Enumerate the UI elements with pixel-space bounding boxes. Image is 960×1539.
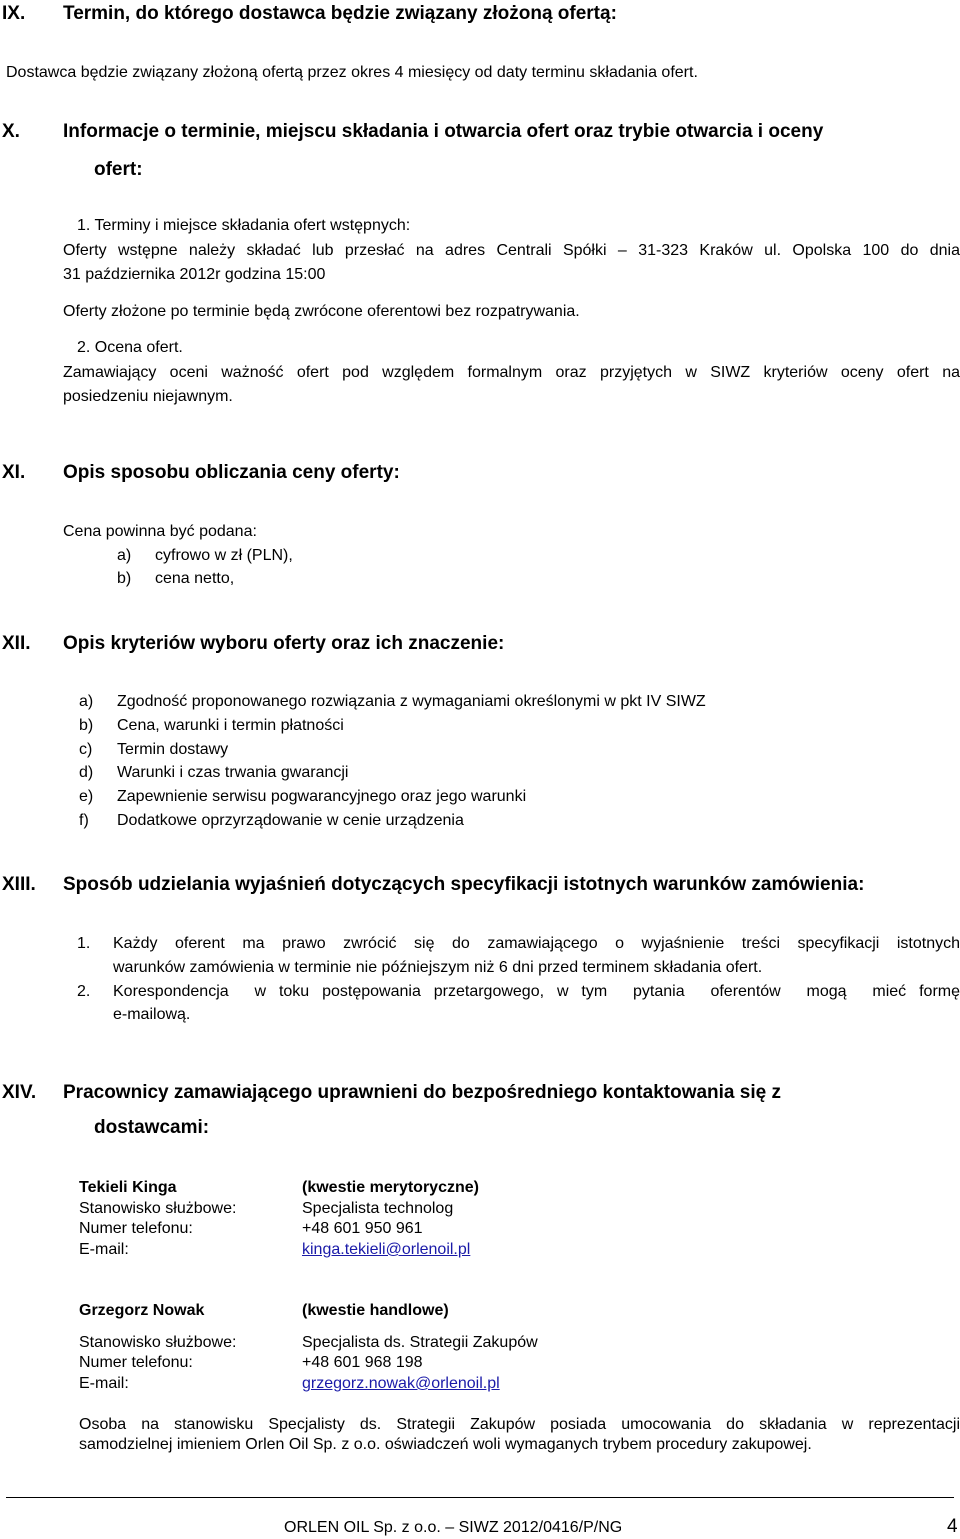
section-xiii-item2-line2: e-mailową. — [113, 1006, 191, 1023]
section-x-item1-line1: Oferty wstępne należy składać lub przesłać na adres Centrali Spółki – 31-323 Kraków ul. Opolska 100 do dnia — [63, 242, 960, 259]
section-xiii-item1-line2: warunków zamówienia w terminie nie późniejszym niż 6 dni przed terminem składania ofert. — [113, 959, 763, 976]
section-xii-item-e-text: Zapewnienie serwisu pogwarancyjnego oraz jego warunki — [117, 788, 527, 805]
section-xii-title: Opis kryteriów wyboru oferty oraz ich znaczenie: — [63, 633, 505, 654]
section-xiii-number: XIII. — [2, 874, 36, 895]
section-ix-number: IX. — [2, 3, 26, 24]
section-xi-title: Opis sposobu obliczania ceny oferty: — [63, 462, 400, 483]
contact-2-phone: +48 601 968 198 — [302, 1354, 423, 1371]
section-xiii-item1-marker: 1. — [77, 935, 91, 952]
section-xiii-item1-line1: Każdy oferent ma prawo zwrócić się do zamawiającego o wyjaśnienie treści specyfikacji istotnych — [113, 935, 960, 952]
section-xi-item-b-text: cena netto, — [155, 570, 235, 587]
authorization-note-line2: samodzielnej imieniem Orlen Oil Sp. z o.o. oświadczeń woli wymaganych trybem procedury zakupowej. — [79, 1436, 812, 1453]
contact-1-phone: +48 601 950 961 — [302, 1220, 423, 1237]
section-xiv-title-line1: Pracownicy zamawiającego uprawnieni do bezpośredniego kontaktowania się z — [63, 1082, 781, 1103]
section-ix-text: Dostawca będzie związany złożoną ofertą przez okres 4 miesięcy od daty terminu składania ofert. — [6, 64, 698, 81]
section-xii-number: XII. — [2, 633, 31, 654]
section-x-item1-line2: 31 października 2012r godzina 15:00 — [63, 266, 326, 283]
section-xiii-title: Sposób udzielania wyjaśnień dotyczących specyfikacji istotnych warunków zamówienia: — [63, 874, 865, 895]
section-xi-item-b-marker: b) — [117, 570, 132, 587]
section-x-number: X. — [2, 121, 20, 142]
contact-1-scope: (kwestie merytoryczne) — [302, 1179, 479, 1196]
section-x-title-line2: ofert: — [94, 159, 143, 180]
section-xii-item-d-text: Warunki i czas trwania gwarancji — [117, 764, 349, 781]
contact-1-email-label: E-mail: — [79, 1241, 129, 1258]
section-xiii-item2-marker: 2. — [77, 983, 91, 1000]
contact-2-name: Grzegorz Nowak — [79, 1302, 205, 1319]
section-xiii-item2-line1: Korespondencja w toku postępowania przetargowego, w tym pytania oferentów mogą mieć formę — [113, 983, 960, 1000]
contact-2-email-link[interactable]: grzegorz.nowak@orlenoil.pl — [302, 1375, 500, 1392]
contact-2-scope: (kwestie handlowe) — [302, 1302, 449, 1319]
section-xii-item-e-marker: e) — [79, 788, 94, 805]
contact-1-position-label: Stanowisko służbowe: — [79, 1200, 237, 1217]
contact-1-phone-label: Numer telefonu: — [79, 1220, 193, 1237]
section-x-item1-heading: 1. Terminy i miejsce składania ofert wstępnych: — [77, 217, 411, 234]
section-x-item2-heading: 2. Ocena ofert. — [77, 339, 183, 356]
section-xii-item-d-marker: d) — [79, 764, 94, 781]
section-x-item2-line2: posiedzeniu niejawnym. — [63, 388, 233, 405]
page-number: 4 — [947, 1516, 958, 1537]
authorization-note-line1: Osoba na stanowisku Specjalisty ds. Strategii Zakupów posiada umocowania do składania w reprezentacji — [79, 1416, 960, 1433]
section-xi-number: XI. — [2, 462, 26, 483]
section-xii-item-a-text: Zgodność proponowanego rozwiązania z wymaganiami określonymi w pkt IV SIWZ — [117, 693, 706, 710]
contact-1-position: Specjalista technolog — [302, 1200, 454, 1217]
section-xii-item-b-text: Cena, warunki i termin płatności — [117, 717, 344, 734]
contact-2-position-label: Stanowisko służbowe: — [79, 1334, 237, 1351]
section-xi-item-a-marker: a) — [117, 547, 132, 564]
contact-2-email-label: E-mail: — [79, 1375, 129, 1392]
section-xii-item-f-text: Dodatkowe oprzyrządowanie w cenie urządzenia — [117, 812, 464, 829]
section-xi-intro: Cena powinna być podana: — [63, 523, 257, 540]
section-xi-item-a-text: cyfrowo w zł (PLN), — [155, 547, 293, 564]
section-x-title-line1: Informacje o terminie, miejscu składania i otwarcia ofert oraz trybie otwarcia i oceny — [63, 121, 824, 142]
section-xii-item-f-marker: f) — [79, 812, 89, 829]
section-x-item2-line1: Zamawiający oceni ważność ofert pod względem formalnym oraz przyjętych w SIWZ kryteriów oceny ofert na — [63, 364, 960, 381]
section-ix-title: Termin, do którego dostawca będzie związany złożoną ofertą: — [63, 3, 617, 24]
section-xii-item-c-marker: c) — [79, 741, 93, 758]
section-x-item1-note: Oferty złożone po terminie będą zwrócone oferentowi bez rozpatrywania. — [63, 303, 580, 320]
contact-1-name: Tekieli Kinga — [79, 1179, 177, 1196]
section-xii-item-b-marker: b) — [79, 717, 94, 734]
section-xiv-title-line2: dostawcami: — [94, 1117, 210, 1138]
section-xii-item-c-text: Termin dostawy — [117, 741, 229, 758]
contact-2-phone-label: Numer telefonu: — [79, 1354, 193, 1371]
footer-text: ORLEN OIL Sp. z o.o. – SIWZ 2012/0416/P/NG — [284, 1519, 623, 1536]
contact-1-email-link[interactable]: kinga.tekieli@orlenoil.pl — [302, 1241, 471, 1258]
section-xiv-number: XIV. — [2, 1082, 37, 1103]
section-xii-item-a-marker: a) — [79, 693, 94, 710]
footer-rule — [6, 1497, 954, 1498]
contact-2-position: Specjalista ds. Strategii Zakupów — [302, 1334, 538, 1351]
